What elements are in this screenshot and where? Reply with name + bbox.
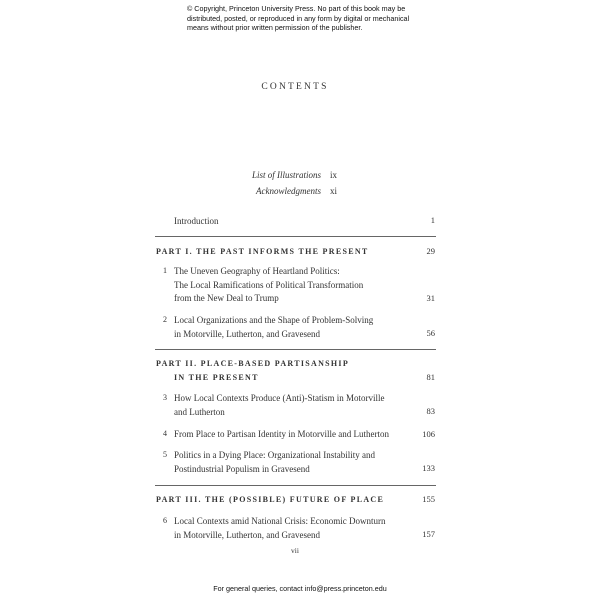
chapter-title bbox=[174, 314, 373, 341]
chapter-title-line: From Place to Partisan Identity in Motorville and Lutherton bbox=[174, 429, 389, 439]
copyright-line: distributed, posted, or reproduced in any form by digital or mechanical bbox=[187, 13, 410, 23]
copyright-line: © Copyright, Princeton University Press. No part of this book may be bbox=[187, 4, 406, 13]
part-heading-line: PART I. THE PAST INFORMS THE PRESENT bbox=[156, 247, 369, 256]
chapter-title-line: The Uneven Geography of Heartland Politics: bbox=[174, 266, 340, 276]
toc-entry-page: 56 bbox=[426, 328, 435, 338]
divider bbox=[155, 236, 436, 237]
copyright-line: means without prior written permission of the publisher. bbox=[187, 23, 363, 33]
chapter-title-line: Local Contexts amid National Crisis: Economic Downturn bbox=[174, 516, 386, 526]
chapter-title-line: Local Organizations and the Shape of Problem-Solving bbox=[174, 315, 374, 325]
divider bbox=[155, 485, 436, 486]
toc-entry-page: 1 bbox=[430, 215, 435, 225]
chapter-title-line: from the New Deal to Trump bbox=[174, 293, 279, 303]
toc-entry-page: 83 bbox=[426, 406, 435, 416]
copyright-notice bbox=[187, 4, 447, 33]
toc-entry-page: 157 bbox=[422, 529, 435, 539]
chapter-title-line: in Motorville, Lutherton, and Gravesend bbox=[174, 529, 320, 540]
chapter-number: 4 bbox=[163, 429, 167, 438]
chapter-title bbox=[174, 392, 384, 419]
toc-entry-label: Introduction bbox=[174, 216, 219, 226]
chapter-title bbox=[174, 449, 375, 476]
footer-contact: For general queries, contact info@press.princeton.edu bbox=[213, 584, 387, 593]
part-page: 29 bbox=[426, 246, 435, 256]
toc-entry-page: 31 bbox=[426, 293, 435, 303]
chapter-number: 5 bbox=[163, 450, 167, 459]
chapter-number: 3 bbox=[163, 393, 167, 402]
chapter-title-line: and Lutherton bbox=[174, 406, 225, 417]
chapter-title bbox=[174, 265, 363, 306]
part-heading[interactable] bbox=[156, 357, 349, 384]
part-heading-line: IN THE PRESENT bbox=[174, 372, 259, 382]
chapter-title-line: The Local Ramifications of Political Transformation bbox=[174, 279, 364, 290]
part-heading[interactable] bbox=[156, 493, 384, 507]
toc-entry-page: 106 bbox=[422, 429, 435, 439]
part-page: 155 bbox=[422, 494, 435, 504]
toc-entry-page: ix bbox=[330, 170, 338, 180]
page-number: vii bbox=[291, 546, 299, 555]
toc-entry-label: Acknowledgments bbox=[256, 186, 321, 196]
contents-heading: CONTENTS bbox=[261, 82, 329, 92]
chapter-title-line: in Motorville, Lutherton, and Gravesend bbox=[174, 328, 320, 339]
toc-entry-page: xi bbox=[330, 186, 338, 196]
chapter-number: 1 bbox=[163, 266, 167, 275]
chapter-title-line: Postindustrial Populism in Gravesend bbox=[174, 463, 310, 474]
part-heading-line: PART III. THE (POSSIBLE) FUTURE OF PLACE bbox=[156, 495, 385, 504]
chapter-title bbox=[174, 428, 389, 442]
chapter-title-line: Politics in a Dying Place: Organizational Instability and bbox=[174, 450, 376, 460]
part-heading[interactable] bbox=[156, 245, 369, 259]
chapter-title bbox=[174, 515, 385, 542]
chapter-number: 2 bbox=[163, 315, 167, 324]
part-heading-line: PART II. PLACE-BASED PARTISANSHIP bbox=[156, 359, 350, 368]
toc-entry-page: 133 bbox=[422, 463, 435, 473]
part-page: 81 bbox=[426, 372, 435, 382]
chapter-title-line: How Local Contexts Produce (Anti)-Statism in Motorville bbox=[174, 393, 385, 403]
divider bbox=[155, 349, 436, 350]
toc-entry-label: List of Illustrations bbox=[251, 170, 321, 180]
chapter-number: 6 bbox=[163, 516, 167, 525]
